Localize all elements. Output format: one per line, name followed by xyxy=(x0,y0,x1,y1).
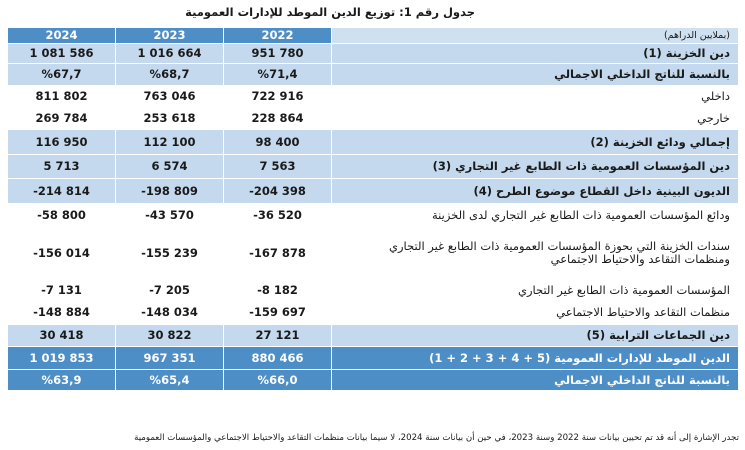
value-2024: 5 713 xyxy=(8,155,116,179)
value-2023: 112 100 xyxy=(116,130,224,155)
value-2024: -148 884 xyxy=(8,301,116,325)
table-row xyxy=(8,64,739,86)
value-2022: 98 400 xyxy=(224,130,332,155)
value-2022: 228 864 xyxy=(224,108,332,130)
value-2024: -156 014 xyxy=(8,227,116,280)
row-label: الدين الموطد للإدارات العمومية (5 + 4 + 3 + 2 + 1) xyxy=(332,347,739,370)
table-row xyxy=(8,108,739,130)
unit-header: (بملايين الدراهم) xyxy=(332,28,739,44)
footnote: تجدر الإشارة إلى أنه قد تم تحيين بيانات سنة 2022 وسنة 2023، في حين أن بيانات سنة 2024، لا سيما بيانات منظمات التقاعد والاحتياط الاجتماعي والمؤسسات العمومية xyxy=(134,433,739,443)
row-label: إجمالي ودائع الخزينة (2) xyxy=(332,130,739,155)
value-2022: -8 182 xyxy=(224,280,332,301)
value-2022: 27 121 xyxy=(224,325,332,347)
value-2023: 967 351 xyxy=(116,347,224,370)
value-2022: 880 466 xyxy=(224,347,332,370)
year-header-2023: 2023 xyxy=(116,28,224,44)
table-row xyxy=(8,86,739,108)
table-row xyxy=(8,204,739,227)
value-2023: -148 034 xyxy=(116,301,224,325)
table-row xyxy=(8,347,739,370)
value-2024: 116 950 xyxy=(8,130,116,155)
row-label: منظمات التقاعد والاحتياط الاجتماعي xyxy=(332,301,739,325)
table-row xyxy=(8,155,739,179)
row-label: الديون البينية داخل القطاع موضوع الطرح (4) xyxy=(332,179,739,204)
year-header-2022: 2022 xyxy=(224,28,332,44)
value-2024: 811 802 xyxy=(8,86,116,108)
value-2022: -36 520 xyxy=(224,204,332,227)
year-header-2024: 2024 xyxy=(8,28,116,44)
table-row xyxy=(8,280,739,301)
value-2024: %63,9 xyxy=(8,370,116,391)
value-2023: 253 618 xyxy=(116,108,224,130)
value-2023: 30 822 xyxy=(116,325,224,347)
row-label: سندات الخزينة التي بحوزة المؤسسات العمومية ذات الطابع غير التجاري ومنظمات التقاعد والاحتياط الاجتماعي xyxy=(332,227,739,280)
value-2023: -155 239 xyxy=(116,227,224,280)
value-2024: 30 418 xyxy=(8,325,116,347)
value-2022: -159 697 xyxy=(224,301,332,325)
row-label: دين الجماعات الترابية (5) xyxy=(332,325,739,347)
table-row xyxy=(8,370,739,391)
table-row xyxy=(8,44,739,64)
value-2022: %71,4 xyxy=(224,64,332,86)
value-2023: 1 016 664 xyxy=(116,44,224,64)
value-2024: 1 081 586 xyxy=(8,44,116,64)
value-2024: -214 814 xyxy=(8,179,116,204)
value-2023: 6 574 xyxy=(116,155,224,179)
table-title: جدول رقم 1: توزيع الدين الموطد للإدارات العمومية xyxy=(185,5,475,19)
row-label: ودائع المؤسسات العمومية ذات الطابع غير التجاري لدى الخزينة xyxy=(332,204,739,227)
table-row xyxy=(8,325,739,347)
row-label: دين المؤسسات العمومية ذات الطابع غير التجاري (3) xyxy=(332,155,739,179)
value-2023: -7 205 xyxy=(116,280,224,301)
value-2023: 763 046 xyxy=(116,86,224,108)
row-label: خارجي xyxy=(332,108,739,130)
row-label: داخلي xyxy=(332,86,739,108)
value-2022: 722 916 xyxy=(224,86,332,108)
value-2024: 1 019 853 xyxy=(8,347,116,370)
value-2022: 951 780 xyxy=(224,44,332,64)
value-2023: -43 570 xyxy=(116,204,224,227)
value-2022: %66,0 xyxy=(224,370,332,391)
header-row xyxy=(8,28,739,44)
value-2022: -204 398 xyxy=(224,179,332,204)
value-2023: -198 809 xyxy=(116,179,224,204)
table-row xyxy=(8,130,739,155)
row-label: دين الخزينة (1) xyxy=(332,44,739,64)
table-row xyxy=(8,301,739,325)
value-2024: 269 784 xyxy=(8,108,116,130)
value-2022: -167 878 xyxy=(224,227,332,280)
table-row xyxy=(8,179,739,204)
value-2023: %68,7 xyxy=(116,64,224,86)
value-2022: 7 563 xyxy=(224,155,332,179)
debt-table xyxy=(7,27,739,391)
value-2024: -7 131 xyxy=(8,280,116,301)
row-label: بالنسبة للناتج الداخلي الاجمالي xyxy=(332,64,739,86)
value-2023: %65,4 xyxy=(116,370,224,391)
row-label: بالنسبة للناتج الداخلي الاجمالي xyxy=(332,370,739,391)
row-label: المؤسسات العمومية ذات الطابع غير التجاري xyxy=(332,280,739,301)
value-2024: %67,7 xyxy=(8,64,116,86)
value-2024: -58 800 xyxy=(8,204,116,227)
table-row xyxy=(8,227,739,280)
